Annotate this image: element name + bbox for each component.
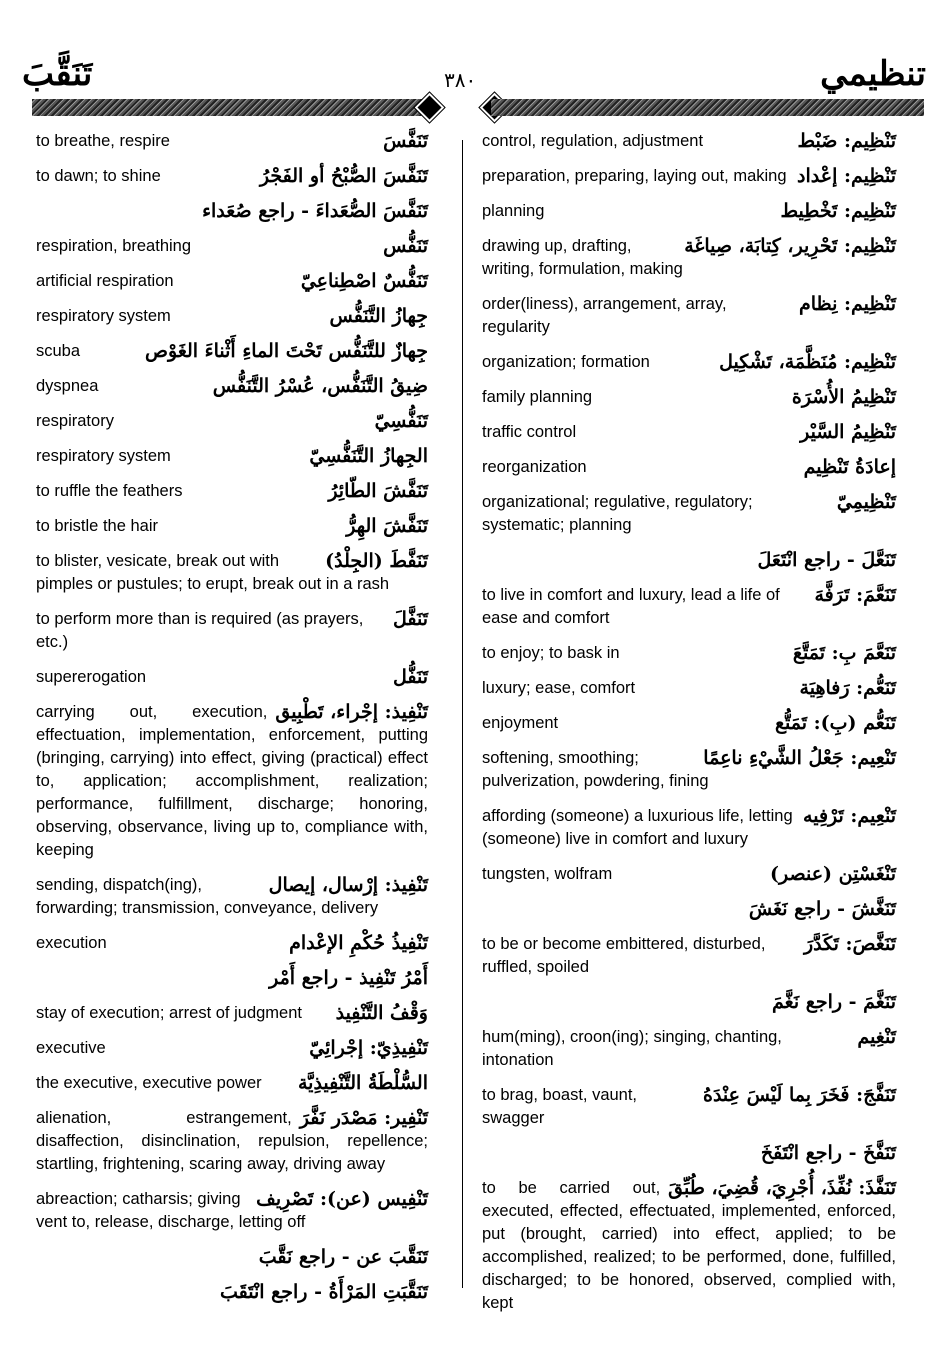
dictionary-entry bbox=[482, 712, 896, 735]
arabic-term: تَنْغِيم bbox=[857, 1026, 896, 1048]
dictionary-entry bbox=[36, 1246, 428, 1269]
dictionary-entry bbox=[36, 410, 428, 433]
dictionary-entry bbox=[482, 642, 896, 665]
dictionary-entry bbox=[36, 235, 428, 258]
english-definition: organizational; regulative, regulatory; systematic; planning bbox=[482, 493, 753, 534]
arabic-term: تَنَفَّشَ الطّائِرُ bbox=[328, 480, 428, 502]
english-definition: traffic control bbox=[482, 423, 577, 441]
english-definition: softening, smoothing; pulverization, powdering, fining bbox=[482, 749, 709, 790]
arabic-term: تَنَقَّبَتِ المَرْأَةُ - راجع انْتَقَبَ bbox=[219, 1281, 428, 1303]
dictionary-entry bbox=[36, 1002, 428, 1025]
english-definition: respiratory system bbox=[36, 307, 171, 325]
dictionary-entry bbox=[36, 608, 428, 654]
arabic-term: تَنَعُّم (بِ): تَمَتُّع bbox=[774, 712, 896, 734]
english-definition: preparation, preparing, laying out, making bbox=[482, 167, 787, 185]
arabic-term: تَنْظِيم: ضَبْط bbox=[797, 130, 896, 152]
header-rule-right bbox=[491, 99, 924, 116]
dictionary-entry bbox=[482, 351, 896, 374]
arabic-term: تَنْظِيمُ الأُسْرَة bbox=[791, 386, 896, 408]
dictionary-entry bbox=[36, 165, 428, 188]
english-definition: scuba bbox=[36, 342, 81, 360]
english-definition: abreaction; catharsis; giving vent to, release, discharge, letting off bbox=[36, 1190, 306, 1231]
english-definition: sending, dispatch(ing), forwarding; transmission, conveyance, delivery bbox=[36, 876, 379, 917]
header-rule-left bbox=[32, 99, 425, 116]
dictionary-entry bbox=[482, 200, 896, 223]
dictionary-entry bbox=[36, 375, 428, 398]
arabic-term: تَنْفِيذِيّ: إجْرائِيّ bbox=[309, 1037, 428, 1059]
english-definition: order(liness), arrangement, array, regularity bbox=[482, 295, 727, 336]
arabic-term: تَنَفُّل bbox=[392, 666, 428, 688]
dictionary-entry bbox=[482, 386, 896, 409]
english-definition: stay of execution; arrest of judgment bbox=[36, 1004, 302, 1022]
english-definition: dyspnea bbox=[36, 377, 99, 395]
dictionary-entry bbox=[36, 1072, 428, 1095]
headword-left: تَنَقَّبَ bbox=[22, 54, 93, 94]
english-definition: enjoyment bbox=[482, 714, 559, 732]
dictionary-entry bbox=[36, 445, 428, 468]
english-definition: family planning bbox=[482, 388, 593, 406]
dictionary-entry bbox=[482, 293, 896, 339]
arabic-term: تَنَفُّس bbox=[383, 235, 428, 257]
dictionary-entry bbox=[482, 1142, 896, 1165]
dictionary-entry bbox=[36, 932, 428, 955]
english-definition: respiratory bbox=[36, 412, 114, 430]
arabic-term: تَنَفَّذَ: نُفِّذَ، أُجْرِيَ، قُضِيَ، طُبِّقَ bbox=[668, 1177, 896, 1199]
dictionary-entry bbox=[36, 515, 428, 538]
english-definition: hum(ming), croon(ing); singing, chanting, intonation bbox=[482, 1028, 782, 1069]
arabic-term: تَنْفِير: مَصْدَر نَفَّرَ bbox=[299, 1107, 428, 1129]
dictionary-entry bbox=[482, 863, 896, 886]
arabic-term: جِهازُ التَّنَفُّس bbox=[329, 305, 428, 327]
arabic-term: تَنَفَّطَ (الجِلْدُ) bbox=[325, 550, 428, 572]
dictionary-entry bbox=[36, 1188, 428, 1234]
arabic-term: تَنَعَّمَ: تَرَفَّهَ bbox=[814, 584, 896, 606]
english-definition: control, regulation, adjustment bbox=[482, 132, 704, 150]
english-definition: to be carried out, executed, effected, effectuated, implemented, enforced, put (brought, carried) into effect, applied; to be accomplished, realized; to be performed, done, fulfilled, discharged; to be honored, observed, complied with, kept bbox=[482, 1179, 896, 1312]
dictionary-entry bbox=[482, 549, 896, 572]
english-definition: respiratory system bbox=[36, 447, 171, 465]
arabic-term: تَنَفَّجَ: فَخَرَ بِما لَيْسَ عِنْدَهُ bbox=[702, 1084, 896, 1106]
dictionary-entry bbox=[36, 130, 428, 153]
diamond-ornament-left-icon bbox=[415, 93, 445, 123]
dictionary-entry bbox=[482, 421, 896, 444]
arabic-term: تَنَفَّسَ الصُّعَداءَ - راجع صُعَداء bbox=[202, 200, 428, 222]
english-definition: to blister, vesicate, break out with pimples or pustules; to erupt, break out in a rash bbox=[36, 552, 390, 593]
arabic-term: تَنْظِيم: تَحْرِير، كِتابَة، صِياغَة bbox=[684, 235, 896, 257]
dictionary-entry bbox=[36, 305, 428, 328]
arabic-term: تَنَفَّسَ الصُّبْحُ أو الفَجْرُ bbox=[259, 165, 428, 187]
page-number: ٣٨٠ bbox=[444, 68, 477, 92]
english-definition: affording (someone) a luxurious life, letting (someone) live in comfort and luxury bbox=[482, 807, 793, 848]
english-definition: tungsten, wolfram bbox=[482, 865, 613, 883]
dictionary-entry bbox=[36, 480, 428, 503]
dictionary-entry bbox=[482, 584, 896, 630]
english-definition: supererogation bbox=[36, 668, 147, 686]
dictionary-entry bbox=[36, 200, 428, 223]
arabic-term: تَنَعُّم: رَفاهِيَة bbox=[799, 677, 896, 699]
dictionary-entry bbox=[482, 991, 896, 1014]
dictionary-entry bbox=[482, 1177, 896, 1315]
english-definition: to dawn; to shine bbox=[36, 167, 161, 185]
arabic-term: تَنْفِيذُ حُكْمِ الإعْدام bbox=[289, 932, 428, 954]
dictionary-entry bbox=[36, 1037, 428, 1060]
arabic-term: تَنْفِيس (عن): تَصْرِيف bbox=[256, 1188, 428, 1210]
dictionary-entry bbox=[482, 805, 896, 851]
english-definition: luxury; ease, comfort bbox=[482, 679, 636, 697]
dictionary-entry bbox=[36, 967, 428, 990]
english-definition: drawing up, drafting, writing, formulation, making bbox=[482, 237, 683, 278]
dictionary-entry bbox=[482, 130, 896, 153]
english-definition: to bristle the hair bbox=[36, 517, 158, 535]
dictionary-entry bbox=[36, 340, 428, 363]
dictionary-entry bbox=[36, 666, 428, 689]
arabic-term: تَنْغَسْتِن (عنصر) bbox=[770, 863, 896, 885]
arabic-term: تَنْظِيم: مُنَظَّمَة، تَشْكِيل bbox=[719, 351, 896, 373]
dictionary-entry bbox=[482, 165, 896, 188]
english-definition: executive bbox=[36, 1039, 106, 1057]
english-definition: to be or become embittered, disturbed, ruffled, spoiled bbox=[482, 935, 766, 976]
dictionary-entry bbox=[482, 933, 896, 979]
arabic-term: تَنَعَّلَ - راجع انْتَعَلَ bbox=[757, 549, 896, 571]
dictionary-entry bbox=[482, 491, 896, 537]
arabic-term: تَنَفَّلَ bbox=[392, 608, 428, 630]
arabic-term: تَنَقَّبَ عن - راجع نَقَّبَ bbox=[258, 1246, 428, 1268]
arabic-term: تَنَفَّخَ - راجع انْتَفَخَ bbox=[760, 1142, 896, 1164]
arabic-term: تَنَغَّمَ - راجع نَغَّمَ bbox=[772, 991, 896, 1013]
dictionary-entry bbox=[482, 456, 896, 479]
arabic-term: السُّلْطَةُ التَّنْفِيذِيَّة bbox=[297, 1072, 428, 1094]
arabic-term: تَنَفُّسٌ اصْطِناعِيّ bbox=[300, 270, 428, 292]
page-header bbox=[0, 0, 950, 125]
english-definition: to enjoy; to bask in bbox=[482, 644, 620, 662]
arabic-term: تَنْعِيم: تَرْفِيه bbox=[803, 805, 896, 827]
english-definition: execution bbox=[36, 934, 107, 952]
arabic-term: تَنَفَّسَ bbox=[383, 130, 428, 152]
english-definition: to brag, boast, vaunt, swagger bbox=[482, 1086, 638, 1127]
english-definition: carrying out, execution, effectuation, implementation, enforcement, putting (bringing, carrying) into effect, giving (practical) effect to, application; accomplishment, realization; performance, fulfillment, discharge; honoring, observing, observance, living up to, compliance with, keeping bbox=[36, 703, 428, 859]
arabic-term: جِهازٌ للتَّنَفُّس تَحْتَ الماءِ أَثْناءَ الغَوْص bbox=[145, 340, 428, 362]
english-definition: to live in comfort and luxury, lead a life of ease and comfort bbox=[482, 586, 780, 627]
dictionary-entry bbox=[36, 550, 428, 596]
arabic-term: تَنَعَّمَ بِ: تَمَتَّعَ bbox=[792, 642, 896, 664]
column-divider bbox=[462, 140, 463, 1288]
arabic-term: تَنْفِيذ: إجْراء، تَطْبِيق bbox=[275, 701, 428, 723]
english-definition: to perform more than is required (as prayers, etc.) bbox=[36, 610, 364, 651]
dictionary-entry bbox=[482, 1084, 896, 1130]
arabic-term: إعادَةُ تَنْظِيم bbox=[803, 456, 896, 478]
arabic-term: تَنَغَّصَ: تَكَدَّرَ bbox=[803, 933, 896, 955]
dictionary-entry bbox=[482, 898, 896, 921]
dictionary-entry bbox=[482, 747, 896, 793]
dictionary-entry bbox=[36, 874, 428, 920]
dictionary-entry bbox=[482, 1026, 896, 1072]
arabic-term: تَنْظِيم: تَخْطِيط bbox=[780, 200, 896, 222]
arabic-term: تَنْظِيمُ السَّيْر bbox=[800, 421, 896, 443]
dictionary-entry bbox=[36, 1281, 428, 1304]
english-definition: alienation, estrangement, disaffection, disinclination, repulsion, repellence; startling, frightening, scaring away, driving away bbox=[36, 1109, 428, 1173]
english-definition: to breathe, respire bbox=[36, 132, 170, 150]
arabic-term: تَنْظِيمِيّ bbox=[836, 491, 896, 513]
arabic-term: تَنْظِيم: إعْداد bbox=[797, 165, 896, 187]
arabic-term: تَنْفِيذ: إرْسال، إيصال bbox=[268, 874, 428, 896]
arabic-term: تَنَفَّشَ الهِرُّ bbox=[346, 515, 428, 537]
dictionary-entry bbox=[36, 1107, 428, 1176]
english-definition: respiration, breathing bbox=[36, 237, 192, 255]
arabic-term: ضِيقُ التَّنَفُّس، عُسْرُ التَّنَفُّس bbox=[212, 375, 428, 397]
arabic-term: تَنَغَّشَ - راجع نَغَشَ bbox=[748, 898, 896, 920]
english-definition: artificial respiration bbox=[36, 272, 174, 290]
arabic-term: الجِهازُ التَّنَفُّسِيّ bbox=[309, 445, 428, 467]
arabic-term: تَنْظِيم: نِظام bbox=[798, 293, 896, 315]
english-definition: the executive, executive power bbox=[36, 1074, 262, 1092]
dictionary-entry bbox=[36, 270, 428, 293]
dictionary-entry bbox=[36, 701, 428, 862]
dictionary-entry bbox=[482, 235, 896, 281]
arabic-term: تَنْعِيم: جَعْلُ الشَّيْءِ ناعِمًا bbox=[703, 747, 896, 769]
right-column bbox=[482, 130, 896, 1327]
arabic-term: تَنَفُّسِيّ bbox=[374, 410, 428, 432]
left-column bbox=[36, 130, 428, 1316]
english-definition: to ruffle the feathers bbox=[36, 482, 183, 500]
arabic-term: أَمْرُ تَنْفِيذ - راجع أَمْر bbox=[269, 967, 428, 989]
english-definition: planning bbox=[482, 202, 545, 220]
english-definition: reorganization bbox=[482, 458, 587, 476]
headword-right: تنظيمي bbox=[820, 54, 926, 94]
arabic-term: وَقْفُ التَّنْفِيذ bbox=[335, 1002, 428, 1024]
dictionary-entry bbox=[482, 677, 896, 700]
english-definition: organization; formation bbox=[482, 353, 650, 371]
